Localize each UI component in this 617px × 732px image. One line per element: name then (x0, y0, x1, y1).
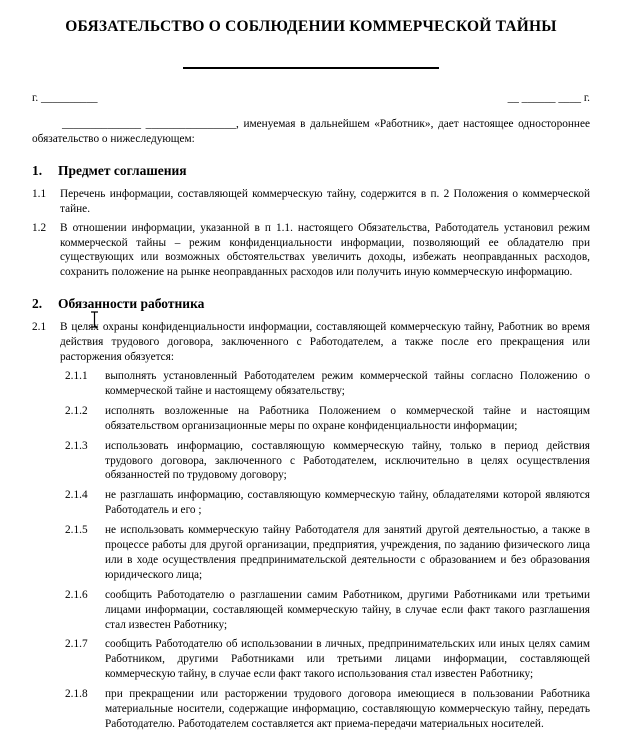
clause-number: 2.1.5 (65, 524, 88, 537)
clause-2-1-6 (65, 588, 590, 633)
clause-1-2 (32, 221, 590, 281)
clause-number: 2.1 (32, 321, 47, 334)
clause-text: сообщить Работодателю об использовании в личных, предпринимательских или иных целях самим Работником, другими Работниками или третьими лицами информации, составляющей коммерческую тайну, в случае если факт такого использования стал известен Работнику; (105, 638, 590, 681)
clause-text: исполнять возложенные на Работника Положением о коммерческой тайне и настоящим обязательством организационные меры по охране конфиденциальности информации; (105, 404, 590, 432)
clause-2-1-4 (65, 488, 590, 518)
clause-text: В целях охраны конфиденциальности информации, составляющей коммерческую тайну, Работник во время действия трудового договора, заключенного с Работодателем, а также после его прекращения или расторжения обязуется: (60, 321, 590, 364)
place-date-row (32, 91, 590, 106)
section-1-heading (32, 162, 590, 179)
clause-number: 1.2 (32, 221, 47, 234)
date-blank: __ ______ ____ г. (507, 92, 590, 104)
clause-number: 2.1.7 (65, 638, 88, 651)
clause-2-1-3 (65, 439, 590, 484)
ibeam-cursor-icon (90, 311, 99, 328)
section-2-title: Обязанности работника (58, 296, 205, 312)
place-blank: г. __________ (32, 92, 98, 104)
clause-number: 2.1.2 (65, 404, 88, 417)
section-2-number: 2. (32, 296, 43, 312)
section-1-number: 1. (32, 162, 43, 178)
clause-number: 2.1.3 (65, 439, 88, 452)
clause-number: 1.1 (32, 187, 47, 200)
clause-text: В отношении информации, указанной в п 1.1. настоящего Обязательства, Работодатель установил режим коммерческой тайны – режим конфиденциальности информации, позволяющий ее обладателю при существующих или возможных обстоятельствах увеличить доходы, избежать неоправданных расходов, сохранить положение на рынке неоправданных расходов или получить иную коммерческую информацию. (60, 221, 590, 279)
section-2-heading (32, 295, 590, 312)
clause-2-1 (32, 320, 590, 365)
clause-text: не разглашать информацию, составляющую коммерческую тайну, обладателями которой являются Работодатель и его ; (105, 489, 590, 517)
clause-text: использовать информацию, составляющую коммерческую тайну, только в период действия трудового договора, заключенного с Работодателем, исключительно в целях осуществления обязанностей по трудовому договору; (105, 439, 590, 482)
document-title: ОБЯЗАТЕЛЬСТВО О СОБЛЮДЕНИИ КОММЕРЧЕСКОЙ ТАЙНЫ (65, 18, 557, 35)
clause-text: при прекращении или расторжении трудового договора имеющиеся в пользовании Работника материальные носители, содержащие информацию, составляющую коммерческую тайну, передать Работодателю. Работодателем составляется акт приема-передачи материальных носителей. (105, 688, 590, 730)
clause-2-1-5 (65, 523, 590, 583)
clause-number: 2.1.8 (65, 688, 88, 701)
clause-2-1-7 (65, 637, 590, 682)
clause-number: 2.1.6 (65, 588, 88, 601)
clause-text: Перечень информации, составляющей коммерческую тайну, содержится в п. 2 Положения о коммерческой тайне. (60, 187, 590, 215)
clause-1-1 (32, 187, 590, 217)
clause-number: 2.1.4 (65, 489, 88, 502)
clause-text: выполнять установленный Работодателем режим коммерческой тайны согласно Положению о коммерческой тайне и настоящему обязательству; (105, 369, 590, 397)
intro-paragraph: ______________ ________________, именуемая в дальнейшем «Работник», дает настоящее одностороннее обязательство о нижеследующем: (32, 118, 590, 145)
clause-2-1-1 (65, 369, 590, 399)
name-blank-line (183, 67, 439, 69)
clause-2-1-2 (65, 404, 590, 434)
section-1-title: Предмет соглашения (58, 162, 187, 178)
clause-2-1-8 (65, 687, 590, 732)
clause-text: не использовать коммерческую тайну Работодателя для занятий другой деятельностью, а также в процессе работы для другой организации, предприятия, учреждения, по заданию физического лица или в ходе осуществления предпринимательской деятельности с образованием и без образования юридического лица; (105, 524, 590, 581)
clause-text: сообщить Работодателю о разглашении самим Работником, другими Работниками или третьими лицами информации, составляющей коммерческую тайну, в случае если факт такого разглашения стал известен Работнику; (105, 588, 590, 631)
clause-number: 2.1.1 (65, 369, 88, 382)
